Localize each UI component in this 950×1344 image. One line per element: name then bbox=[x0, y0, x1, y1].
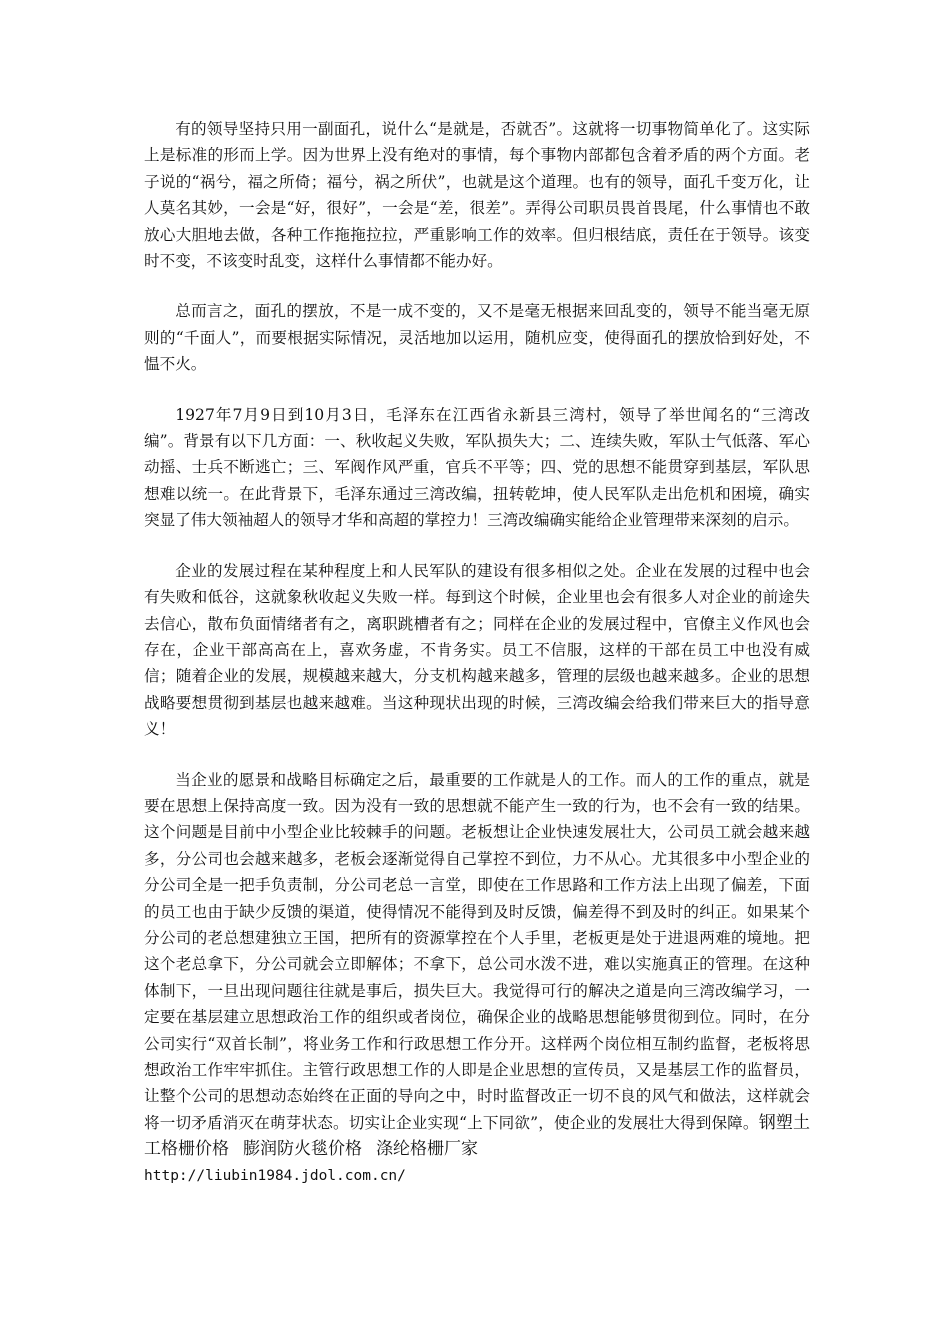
link-fire-blanket-price[interactable]: 膨润防火毯价格 bbox=[243, 1139, 362, 1160]
paragraph-enterprise-development: 企业的发展过程在某种程度上和人民军队的建设有很多相似之处。企业在发展的过程中也会有失败和低谷，这就象秋收起义失败一样。每到这个时候，企业里也会有很多人对企业的前途失去信心，散布负面情绪者有之，离职跳槽者有之；同样在企业的发展过程中，官僚主义作风也会存在，企业干部高高在上，喜欢务虚，不肯务实。员工不信服，这样的干部在员工中也没有威信；随着企业的发展，规模越来越大，分支机构越来越多，管理的层级也越来越多。企业的思想战略要想贯彻到基层也越来越难。当这种现状出现的时候，三湾改编会给我们带来巨大的指导意义！ bbox=[144, 561, 810, 739]
document-page bbox=[144, 116, 810, 1189]
link-geogrid-price[interactable]: 钢塑土工格栅价格 bbox=[144, 1112, 810, 1160]
link-polyester-grid-factory[interactable]: 涤纶格栅厂家 bbox=[376, 1139, 478, 1160]
paragraph-summary: 总而言之，面孔的摆放，不是一成不变的，又不是毫无根据来回乱变的，领导不能当毫无原则的“千面人”，而要根据实际情况，灵活地加以运用，随机应变，使得面孔的摆放恰到好处，不愠不火。 bbox=[144, 302, 810, 374]
paragraph-leader-faces: 有的领导坚持只用一副面孔，说什么“是就是，否就否”。这就将一切事物简单化了。这实际上是标准的形而上学。因为世界上没有绝对的事情，每个事物内部都包含着矛盾的两个方面。老子说的“祸兮，福之所倚；福兮，祸之所伏”，也就是这个道理。也有的领导，面孔千变万化，让人莫名其妙，一会是“好，很好”，一会是“差，很差”。弄得公司职员畏首畏尾，什么事情也不敢放心大胆地去做，各种工作拖拖拉拉，严重影响工作的效率。但归根结底，责任在于领导。该变时不变，不该变时乱变，这样什么事情都不能办好。 bbox=[144, 120, 810, 271]
paragraph-enterprise-thought-text: 当企业的愿景和战略目标确定之后，最重要的工作就是人的工作。而人的工作的重点，就是要在思想上保持高度一致。因为没有一致的思想就不能产生一致的行为，也不会有一致的结果。这个问题是目前中小型企业比较棘手的问题。老板想让企业快速发展壮大，公司员工就会越来越多，分公司也会越来越多，老板会逐渐觉得自己掌控不到位，力不从心。尤其很多中小型企业的分公司全是一把手负责制，分公司老总一言堂，即使在工作思路和工作方法上出现了偏差，下面的员工也由于缺少反馈的渠道，使得情况不能得到及时反馈，偏差得不到及时的纠正。如果某个分公司的老总想建独立王国，把所有的资源掌控在个人手里，老板更是处于进退两难的境地。把这个老总拿下，分公司就会立即解体；不拿下，总公司水泼不进，难以实施真正的管理。在这种体制下，一旦出现问题往往就是事后，损失巨大。我觉得可行的解决之道是向三湾改编学习，一定要在基层建立思想政治工作的组织或者岗位，确保企业的战略思想能够贯彻到位。同时，在分公司实行“双首长制”，将业务工作和行政思想工作分开。这样两个岗位相互制约监督，老板将思想政治工作牢牢抓住。主管行政思想工作的人即是企业思想的宣传员，又是基层工作的监督员，让整个公司的思想动态始终在正面的导向之中，时时监督改正一切不良的风气和做法，这样就会将一切矛盾消灭在萌芽状态。切实让企业实现“上下同欲”，使企业的发展壮大得到保障。 bbox=[144, 770, 810, 1132]
paragraph-enterprise-thought bbox=[144, 767, 810, 1163]
source-url[interactable]: http://liubin1984.jdol.com.cn/ bbox=[144, 1167, 406, 1184]
paragraph-sanwan-background: 1927年7月9日到10月3日，毛泽东在江西省永新县三湾村，领导了举世闻名的“三湾改编”。背景有以下几方面：一、秋收起义失败，军队损失大；二、连续失败，军队士气低落、军心动摇、士兵不断逃亡；三、军阀作风严重，官兵不平等；四、党的思想不能贯穿到基层，军队思想难以统一。在此背景下，毛泽东通过三湾改编，扭转乾坤，使人民军队走出危机和困境，确实突显了伟大领袖超人的领导才华和高超的掌控力！三湾改编确实能给企业管理带来深刻的启示。 bbox=[144, 405, 810, 530]
